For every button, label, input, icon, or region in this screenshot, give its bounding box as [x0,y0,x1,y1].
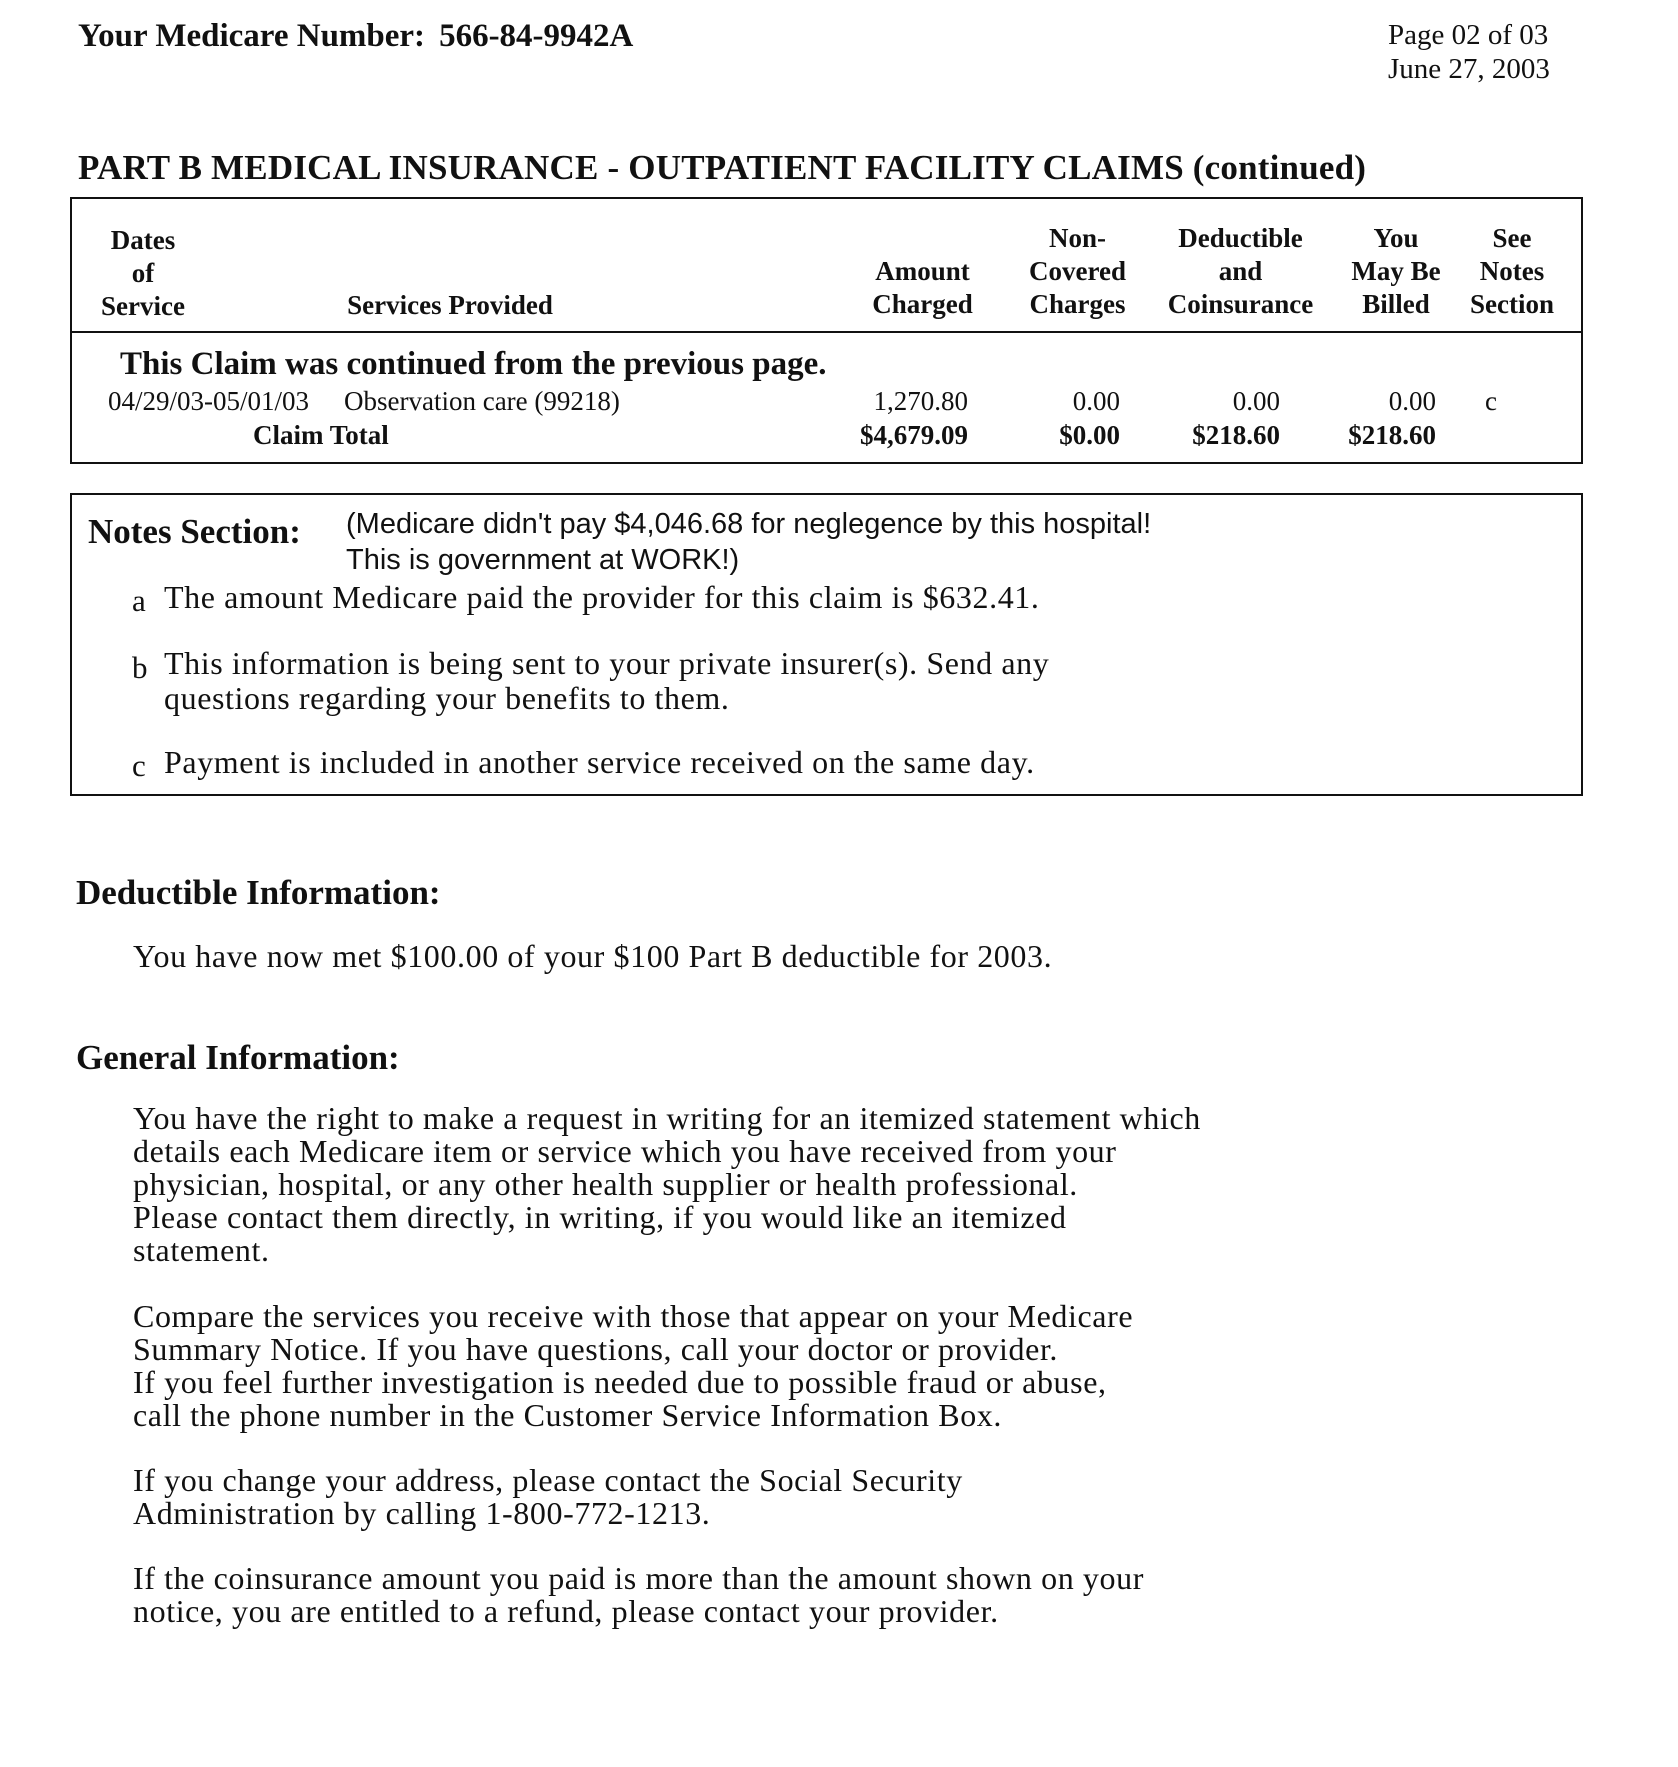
total-billed: $218.60 [1348,420,1436,450]
deductible-text: You have now met $100.00 of your $100 Part B deductible for 2003. [133,938,1053,974]
row-deductible: 0.00 [1232,386,1280,416]
row-service: Observation care (99218) [344,386,620,416]
col-header-dates: Dates of Service [101,225,185,321]
note-c-text: Payment is included in another service received on the same day. [164,744,1035,780]
col-header-noncovered: Non- Covered Charges [1029,223,1126,319]
general-paragraph-address: If you change your address, please contact the Social Security Administration by calling 1-800-772-1213. [133,1462,963,1531]
deductible-heading: Deductible Information: [76,873,441,912]
note-b-letter: b [132,650,148,685]
medicare-number-line [78,18,633,55]
claims-section-title: PART B MEDICAL INSURANCE - OUTPATIENT FACILITY CLAIMS (continued) [78,148,1367,187]
medicare-number: 566-84-9942A [439,18,634,54]
page-info [1388,18,1550,86]
claims-header-divider [70,331,1583,333]
row-billed: 0.00 [1388,386,1436,416]
total-amount: $4,679.09 [860,420,968,450]
note-c-letter: c [132,748,146,783]
total-deductible: $218.60 [1192,420,1280,450]
continued-message: This Claim was continued from the previous page. [120,346,827,382]
general-paragraph-itemized: You have the right to make a request in writing for an itemized statement which details each Medicare item or service which you have received from your physician, hospital, or any other health supplier or health professional. Please contact them directly, in writing, if you would like an itemized statement. [133,1100,1201,1268]
row-note-ref: c [1485,386,1497,416]
col-header-amount: Amount Charged [872,256,973,319]
general-paragraph-refund: If the coinsurance amount you paid is more than the amount shown on your notice, you are entitled to a refund, please contact your provider. [133,1560,1144,1629]
row-amount: 1,270.80 [873,386,968,416]
col-header-deductible: Deductible and Coinsurance [1167,223,1314,319]
page-number: Page 02 of 03 [1388,19,1549,51]
general-heading: General Information: [76,1038,400,1077]
notes-remark: (Medicare didn't pay $4,046.68 for neglegence by this hospital! This is government at WORK!) [346,508,1152,576]
medicare-number-label: Your Medicare Number: [78,18,426,54]
claim-total-label: Claim Total [253,420,389,450]
row-dates: 04/29/03-05/01/03 [108,386,309,416]
col-header-billed: You May Be Billed [1351,223,1441,319]
note-b-text: This information is being sent to your private insurer(s). Send any questions regarding your benefits to them. [164,645,1050,716]
col-header-notes: See Notes Section [1470,223,1554,319]
row-noncovered: 0.00 [1072,386,1120,416]
note-a-letter: a [132,583,146,618]
notes-section-title: Notes Section: [88,512,301,551]
col-header-services: Services Provided [347,290,553,320]
notice-date: June 27, 2003 [1388,53,1550,85]
total-noncovered: $0.00 [1059,420,1120,450]
note-a-text: The amount Medicare paid the provider for this claim is $632.41. [164,579,1040,615]
general-paragraph-compare: Compare the services you receive with those that appear on your Medicare Summary Notice. If you have questions, call your doctor or provider. If you feel further investigation is needed due to possible fraud or abuse, call the phone number in the Customer Service Information Box. [133,1298,1134,1433]
